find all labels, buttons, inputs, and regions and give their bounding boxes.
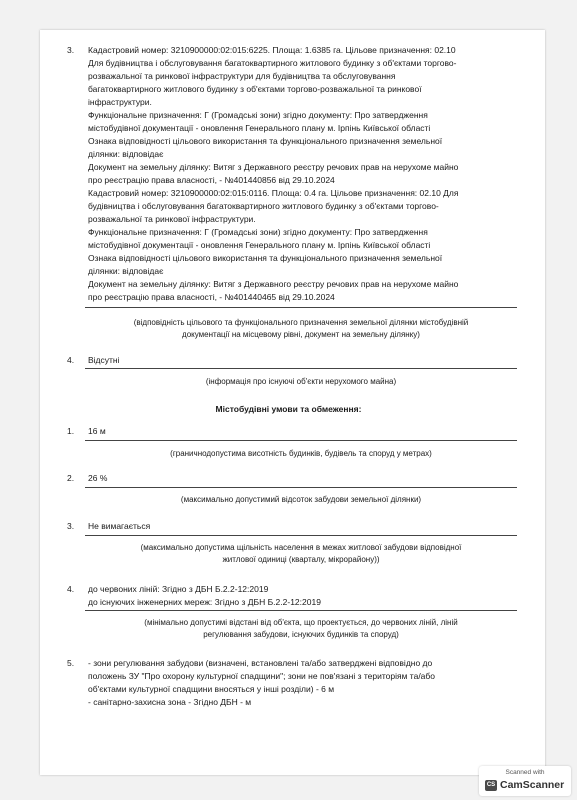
condition-2-number: 2. [67, 473, 75, 483]
condition-5-value-line: - зони регулювання забудови (визначені, встановлені та/або затверджені відповідно до [88, 658, 433, 668]
condition-2-caption: (максимально допустимий відсоток забудови земельної ділянки) [180, 495, 422, 504]
text-line: Документ на земельну ділянку: Витяг з Державного реєстру речових прав на нерухоме майно [88, 162, 459, 172]
text-line: багатоквартирного житлового будинку з об'єктами торгово-розважальної та ринкової [88, 84, 422, 94]
divider-line [85, 610, 517, 611]
text-line: розважальної та ринкової інфраструктури для будівництва та обслуговування [88, 71, 396, 81]
condition-2-value: 26 % [88, 473, 108, 483]
text-line: містобудівної документації - оновлення Генерального плану м. Ірпінь Київської області [88, 123, 431, 133]
text-line: розважальної та ринкової інфраструктури. [88, 214, 256, 224]
text-line: Для будівництва і обслуговування багатоквартирного житлового будинку з об'єктами торгово- [88, 58, 457, 68]
text-line: про реєстрацію права власності, - №401440856 від 29.10.2024 [88, 175, 335, 185]
text-line: інфраструктури. [88, 97, 152, 107]
scanned-with-label: Scanned with [505, 769, 545, 776]
text-line: Функціональне призначення: Г (Громадські зони) згідно документу: Про затвердження [88, 110, 428, 120]
condition-3-caption-line: (максимально допустима щільність населення в межах житлової забудови відповідної [140, 543, 462, 552]
text-line: ділянки: відповідає [88, 149, 164, 159]
condition-5-value-line: положень ЗУ "Про охорону культурної спадщини"; зони не пов'язані з територіям та/або [88, 671, 435, 681]
condition-4-number: 4. [67, 584, 75, 594]
condition-1-caption: (граничнодопустима висотність будинків, будівель та споруд у метрах) [170, 449, 432, 458]
text-line: Кадастровий номер: 3210900000:02:015:0116. Площа: 0.4 га. Цільове призначення: 02.10 Для [88, 188, 459, 198]
item-3-caption-line: (відповідність цільового та функціонального призначення земельної ділянки містобудівній [133, 318, 469, 327]
text-line: Кадастровий номер: 3210900000:02:015:6225. Площа: 1.6385 га. Цільове призначення: 02.10 [88, 45, 456, 55]
condition-3-value: Не вимагається [88, 521, 151, 531]
condition-5-value-line: об'єктами культурної спадщини вносяться у інші розділи) - 6 м [88, 684, 335, 694]
condition-5-value-line: - санітарно-захисна зона - Згідно ДБН - м [88, 697, 252, 707]
condition-4-caption-line: (мінімально допустимі відстані від об'єкта, що проектується, до червоних ліній, ліній [144, 618, 458, 627]
item-4-caption: (інформація про існуючі об'єкти нерухомого майна) [205, 377, 397, 386]
text-line: Ознака відповідності цільового використання та функціонального призначення земельної [88, 136, 443, 146]
text-line: ділянки: відповідає [88, 266, 164, 276]
item-4-value: Відсутні [88, 355, 120, 365]
condition-4-value-line: до червоних ліній: Згідно з ДБН Б.2.2-12:2019 [88, 584, 269, 594]
item-4-number: 4. [67, 355, 75, 365]
text-line: Документ на земельну ділянку: Витяг з Державного реєстру речових прав на нерухоме майно [88, 279, 459, 289]
condition-5-number: 5. [67, 658, 75, 668]
camscanner-badge [479, 766, 571, 796]
section-title: Містобудівні умови та обмеження: [215, 404, 362, 414]
condition-3-caption-line: житлової одиниці (кварталу, мікрорайону)) [222, 555, 380, 564]
text-line: містобудівної документації - оновлення Генерального плану м. Ірпінь Київської області [88, 240, 431, 250]
text-line: про реєстрацію права власності, - №401440465 від 29.10.2024 [88, 292, 335, 302]
text-line: Функціональне призначення: Г (Громадські зони) згідно документу: Про затвердження [88, 227, 428, 237]
condition-1-number: 1. [67, 426, 75, 436]
text-line: Ознака відповідності цільового використання та функціонального призначення земельної [88, 253, 443, 263]
divider-line [85, 487, 517, 488]
divider-line [85, 535, 517, 536]
camscanner-name: CamScanner [500, 779, 565, 791]
camscanner-logo-icon: CS [485, 780, 497, 791]
condition-3-number: 3. [67, 521, 75, 531]
condition-1-value: 16 м [88, 426, 106, 436]
item-3-caption-line: документації на місцевому рівні, документ на земельну ділянку) [182, 330, 420, 339]
divider-line [85, 307, 517, 308]
divider-line [85, 440, 517, 441]
item-3-number: 3. [67, 45, 75, 55]
divider-line [85, 368, 517, 369]
condition-4-caption-line: регулювання забудови, існуючих будинків та споруд) [203, 630, 399, 639]
text-line: будівництва і обслуговування багатоквартирного житлового будинку з об'єктами торгово- [88, 201, 439, 211]
condition-4-value-line: до існуючих інженерних мереж: Згідно з ДБН Б.2.2-12:2019 [88, 597, 321, 607]
